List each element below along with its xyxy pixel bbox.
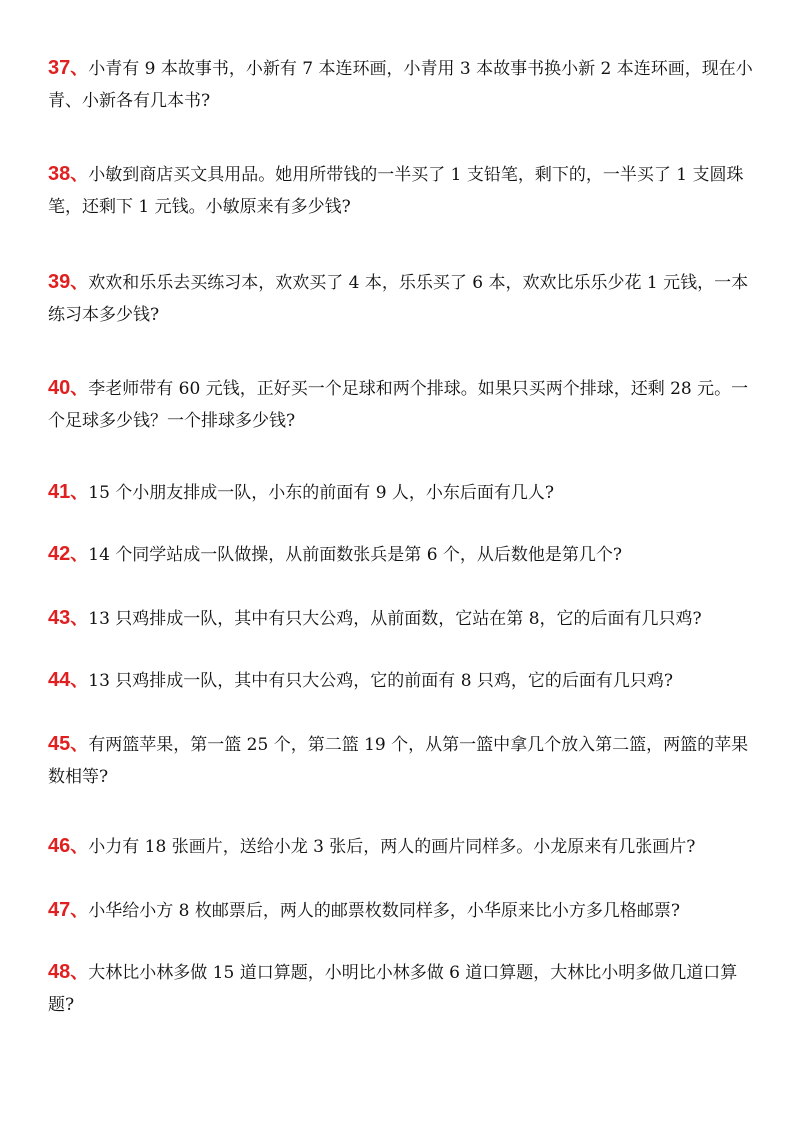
problem-text: 小敏到商店买文具用品。她用所带钱的一半买了 1 支铅笔，剩下的，一半买了 1 支圆珠笔，还剩下 1 元钱。小敏原来有多少钱?: [48, 165, 744, 217]
problem-separator: 、: [70, 962, 89, 983]
problem-separator: 、: [70, 900, 89, 921]
problem-number: 46: [48, 835, 71, 857]
problem-text: 有两篮苹果，第一篮 25 个，第二篮 19 个，从第一篮中拿几个放入第二篮，两篮的苹果数相等?: [48, 735, 749, 787]
problem-number: 48: [48, 961, 71, 983]
problem-separator: 、: [70, 482, 89, 503]
problem-number: 40: [48, 377, 71, 399]
problem-number: 39: [48, 271, 71, 293]
problem-number: 37: [48, 57, 71, 79]
problem-42: [48, 538, 760, 571]
problem-number: 43: [48, 607, 71, 629]
problem-text: 13 只鸡排成一队，其中有只大公鸡，从前面数，它站在第 8，它的后面有几只鸡?: [88, 609, 702, 629]
problem-text: 大林比小林多做 15 道口算题，小明比小林多做 6 道口算题，大林比小明多做几道口算题?: [48, 963, 738, 1015]
problem-number: 42: [48, 543, 71, 565]
problem-40: [48, 372, 760, 437]
problem-separator: 、: [70, 734, 89, 755]
problem-text: 小青有 9 本故事书，小新有 7 本连环画，小青用 3 本故事书换小新 2 本连环画，现在小青、小新各有几本书?: [48, 59, 753, 111]
problem-text: 13 只鸡排成一队，其中有只大公鸡，它的前面有 8 只鸡，它的后面有几只鸡?: [88, 671, 674, 691]
problem-37: [48, 52, 760, 117]
problem-41: [48, 476, 760, 509]
problem-text: 李老师带有 60 元钱，正好买一个足球和两个排球。如果只买两个排球，还剩 28 元。一个足球多少钱？一个排球多少钱?: [48, 379, 749, 431]
problem-number: 45: [48, 733, 71, 755]
problem-46: [48, 830, 760, 863]
problem-text: 14 个同学站成一队做操，从前面数张兵是第 6 个，从后数他是第几个?: [88, 545, 623, 565]
problem-separator: 、: [70, 58, 89, 79]
problem-number: 41: [48, 481, 71, 503]
problem-separator: 、: [70, 164, 89, 185]
problem-number: 47: [48, 899, 71, 921]
problem-48: [48, 956, 760, 1021]
problem-44: [48, 664, 760, 697]
problem-39: [48, 266, 760, 331]
problem-45: [48, 728, 760, 793]
problem-separator: 、: [70, 836, 89, 857]
problem-separator: 、: [70, 670, 89, 691]
problem-text: 15 个小朋友排成一队，小东的前面有 9 人，小东后面有几人?: [88, 483, 555, 503]
problem-text: 欢欢和乐乐去买练习本，欢欢买了 4 本，乐乐买了 6 本，欢欢比乐乐少花 1 元钱，一本练习本多少钱?: [48, 273, 749, 325]
problem-47: [48, 894, 760, 927]
problem-text: 小力有 18 张画片，送给小龙 3 张后，两人的画片同样多。小龙原来有几张画片?: [88, 837, 696, 857]
problem-separator: 、: [70, 608, 89, 629]
problem-separator: 、: [70, 544, 89, 565]
problem-43: [48, 602, 760, 635]
problem-separator: 、: [70, 272, 89, 293]
problem-separator: 、: [70, 378, 89, 399]
problem-38: [48, 158, 760, 223]
problem-number: 38: [48, 163, 71, 185]
problem-number: 44: [48, 669, 71, 691]
problem-text: 小华给小方 8 枚邮票后，两人的邮票枚数同样多，小华原来比小方多几格邮票?: [88, 901, 680, 921]
